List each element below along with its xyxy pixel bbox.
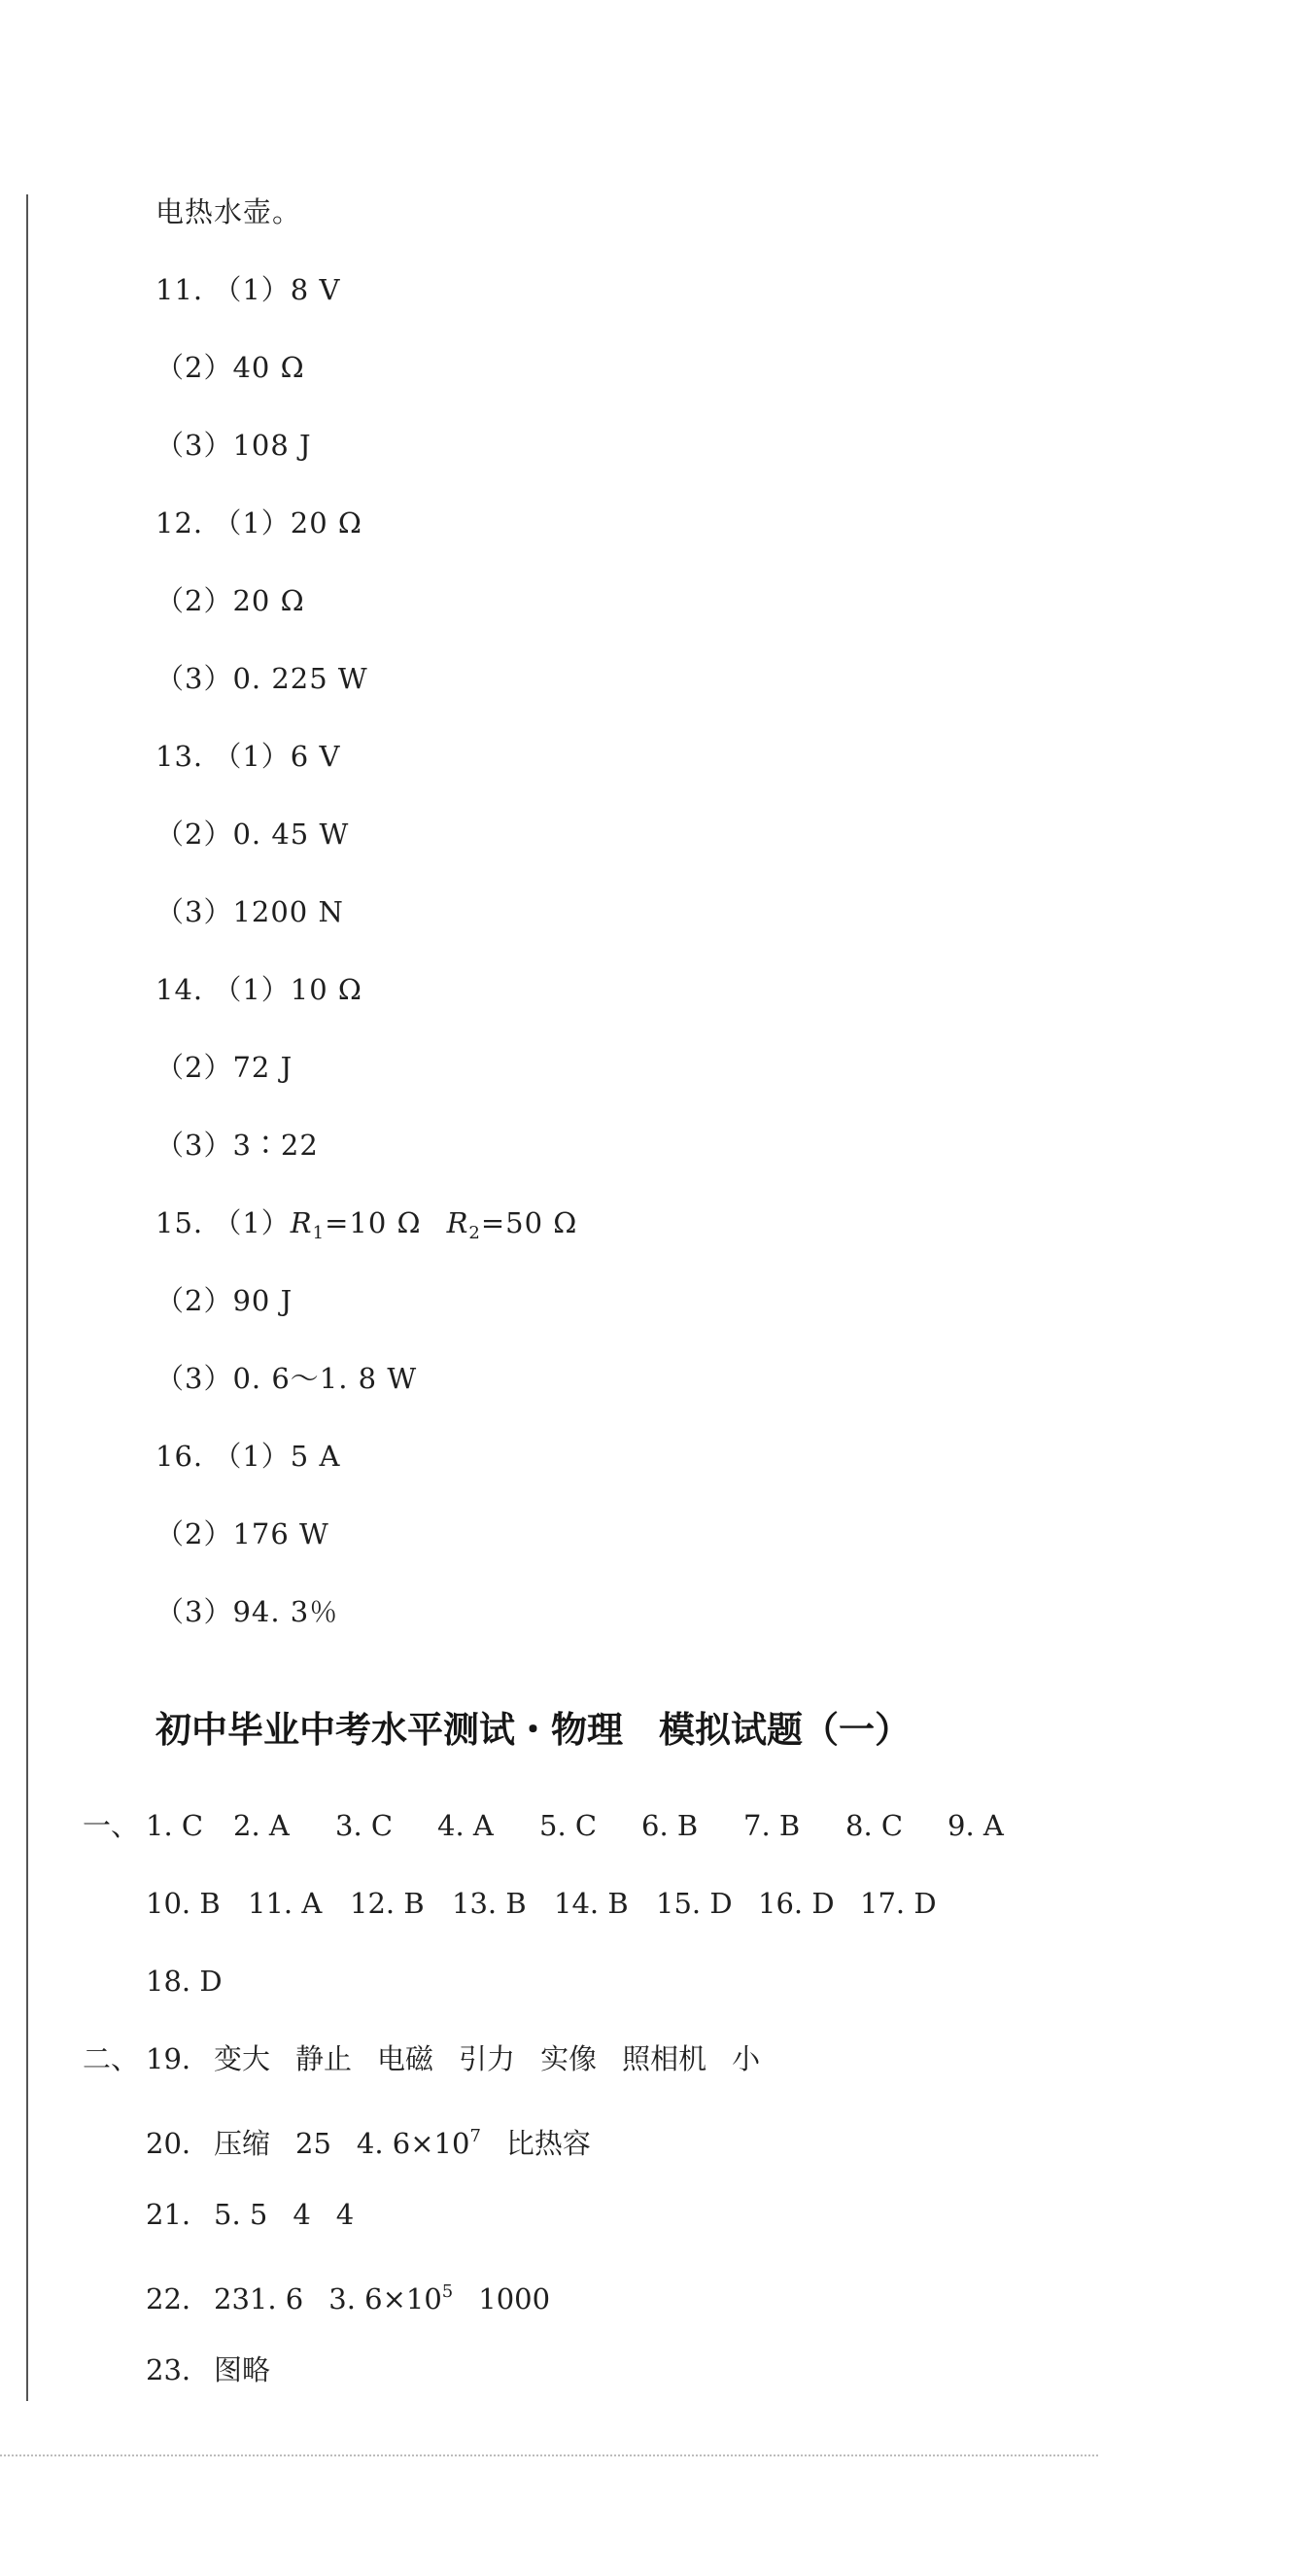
blank-answer: 3. 6×10 — [328, 2282, 442, 2315]
mc-row-2 — [146, 1884, 937, 1923]
answer-15-1 — [155, 1203, 577, 1253]
fill-q21 — [146, 2195, 354, 2234]
mc-answer: 5. C — [539, 1809, 598, 1842]
r2-value: =50 Ω — [480, 1206, 578, 1239]
mc-answer: 15. D — [656, 1887, 733, 1920]
mc-answer: 4. A — [437, 1809, 494, 1842]
exponent: 7 — [469, 2126, 481, 2146]
answer-12-3: （3）0. 225 W — [155, 662, 368, 695]
mc-answer: 2. A — [233, 1809, 290, 1842]
left-margin-rule — [26, 194, 28, 2401]
answer-13-1: 13. （1）6 V — [155, 740, 341, 773]
blank-answer: 引力 — [459, 2042, 516, 2075]
blank-answer: 压缩 — [214, 2127, 271, 2160]
mc-row-1 — [83, 1806, 1004, 1845]
mc-answer: 14. B — [554, 1887, 629, 1920]
exponent: 5 — [441, 2281, 454, 2302]
answer-11-1: 11. （1）8 V — [155, 273, 341, 306]
mc-answer: 11. A — [248, 1887, 323, 1920]
mc-answer: 3. C — [335, 1809, 394, 1842]
blank-answer: 电磁 — [377, 2042, 434, 2075]
blank-answer: 图略 — [214, 2353, 271, 2386]
r2-symbol: R — [446, 1206, 469, 1239]
question-number: 22. — [146, 2282, 191, 2315]
r1-subscript: 1 — [312, 1223, 326, 1243]
fill-q19 — [83, 2039, 760, 2078]
answer-line-continued: 电热水壶。 — [155, 195, 302, 228]
blank-answer: 小 — [732, 2042, 761, 2075]
blank-answer: 25 — [295, 2127, 331, 2160]
fill-q22 — [146, 2273, 550, 2318]
answer-14-1: 14. （1）10 Ω — [155, 973, 362, 1006]
blank-answer: 231. 6 — [214, 2282, 304, 2315]
section-title: 初中毕业中考水平测试・物理 模拟试题（一） — [155, 1709, 911, 1751]
answer-13-2: （2）0. 45 W — [155, 818, 350, 851]
blank-answer: 比热容 — [505, 2127, 591, 2160]
blank-answer: 1000 — [478, 2282, 551, 2315]
answer-16-3: （3）94. 3％ — [155, 1595, 339, 1628]
section-1-label: 一、 — [83, 1809, 140, 1842]
mc-answer: 9. A — [947, 1809, 1004, 1842]
fill-q23 — [146, 2350, 270, 2389]
answer-14-2: （2）72 J — [155, 1051, 293, 1084]
answer-15-2: （2）90 J — [155, 1284, 293, 1317]
answer-11-3: （3）108 J — [155, 429, 312, 462]
question-number: 20. — [146, 2127, 191, 2160]
mc-answer: 6. B — [641, 1809, 699, 1842]
answer-13-3: （3）1200 N — [155, 895, 344, 928]
blank-answer: 4 — [335, 2198, 355, 2231]
mc-answer: 18. D — [146, 1965, 223, 1998]
mc-answer: 17. D — [860, 1887, 937, 1920]
mc-answer: 7. B — [743, 1809, 801, 1842]
question-number: 19. — [146, 2042, 191, 2075]
blank-answer: 变大 — [214, 2042, 271, 2075]
answer-15-1-label: 15. （1） — [155, 1206, 291, 1239]
answer-11-2: （2）40 Ω — [155, 351, 305, 384]
answer-16-2: （2）176 W — [155, 1517, 329, 1550]
mc-row-3 — [146, 1962, 223, 2001]
blank-answer: 照相机 — [622, 2042, 707, 2075]
answer-12-1: 12. （1）20 Ω — [155, 506, 362, 540]
blank-answer: 4 — [293, 2198, 311, 2231]
r1-symbol: R — [290, 1206, 313, 1239]
blank-answer: 4. 6×10 — [356, 2127, 470, 2160]
question-number: 23. — [146, 2353, 191, 2386]
blank-answer: 静止 — [295, 2042, 353, 2075]
r2-subscript: 2 — [468, 1223, 481, 1243]
mc-answer: 10. B — [146, 1887, 221, 1920]
answer-16-1: 16. （1）5 A — [155, 1440, 341, 1473]
r1-value: =10 Ω — [325, 1206, 422, 1239]
bottom-dotted-rule — [0, 2454, 1098, 2456]
fill-q20 — [146, 2117, 591, 2163]
blank-answer: 5. 5 — [214, 2198, 268, 2231]
blank-answer: 实像 — [540, 2042, 598, 2075]
question-number: 21. — [146, 2198, 191, 2231]
answer-12-2: （2）20 Ω — [155, 584, 305, 617]
mc-answer: 12. B — [350, 1887, 425, 1920]
mc-answer: 13. B — [452, 1887, 527, 1920]
answer-15-3: （3）0. 6～1. 8 W — [155, 1362, 418, 1395]
mc-answer: 8. C — [845, 1809, 904, 1842]
mc-answer: 16. D — [758, 1887, 835, 1920]
mc-answer: 1. C — [146, 1809, 204, 1842]
answer-14-3: （3）3∶22 — [155, 1129, 319, 1162]
section-2-label: 二、 — [83, 2042, 140, 2075]
